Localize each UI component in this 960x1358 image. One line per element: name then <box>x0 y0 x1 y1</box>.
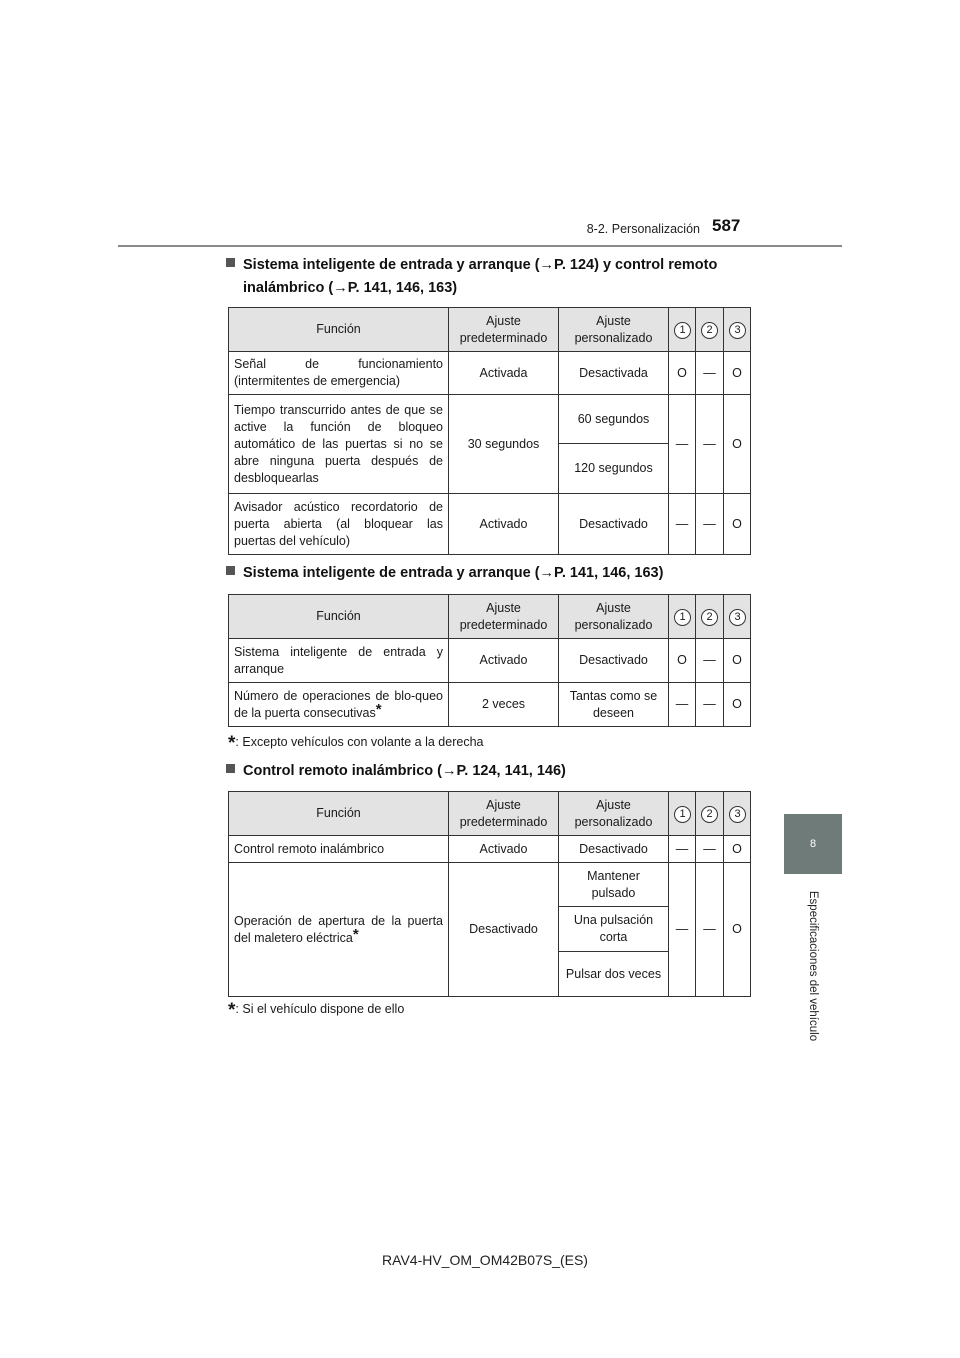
section-heading-wireless-remote: Control remoto inalámbrico (→P. 124, 141, 146) <box>226 760 566 783</box>
circled-number-3-icon: 3 <box>729 322 746 339</box>
circled-number-3-icon: 3 <box>729 609 746 626</box>
document-id: RAV4-HV_OM_OM42B07S_(ES) <box>382 1252 588 1268</box>
table-row: Una pulsación corta <box>229 907 751 952</box>
col-header-function: Función <box>229 308 449 352</box>
col-header-method-3 <box>724 308 751 352</box>
table-row: Tiempo transcurrido antes de que se active la función de bloqueo automático de las puertas si no se abre ninguna puerta después de desbloquearlas 30 segundos 60 segundos — — O <box>229 395 751 444</box>
col-header-default: Ajuste predeterminado <box>449 595 559 639</box>
col-header-method-1 <box>669 308 696 352</box>
col-header-custom: Ajuste personalizado <box>559 792 669 836</box>
table-row: Sistema inteligente de entrada y arranque Activado Desactivado O — O <box>229 639 751 683</box>
page-number: 587 <box>712 216 741 235</box>
col-header-function: Función <box>229 595 449 639</box>
table-row: Número de operaciones de blo-queo de la puerta consecutivas* 2 veces Tantas como se deseen — — O <box>229 683 751 727</box>
circled-number-2-icon: 2 <box>701 609 718 626</box>
table-row: Señal de funcionamiento (intermitentes de emergencia) Activada Desactivada O — O <box>229 352 751 395</box>
chapter-title: Especificaciones del vehículo <box>807 890 819 1042</box>
circled-number-3-icon: 3 <box>729 806 746 823</box>
col-header-default: Ajuste predeterminado <box>449 308 559 352</box>
settings-table-smart-entry-remote <box>228 307 751 555</box>
table-row: Operación de apertura de la puerta del maletero eléctrica* Desactivado Mantener pulsado — — O <box>229 863 751 907</box>
table-row: Avisador acústico recordatorio de puerta abierta (al bloquear las puertas del vehículo) Activado Desactivado — — O <box>229 494 751 555</box>
col-header-custom: Ajuste personalizado <box>559 595 669 639</box>
settings-table-wireless-remote <box>228 791 751 997</box>
circled-number-2-icon: 2 <box>701 322 718 339</box>
col-header-function: Función <box>229 792 449 836</box>
col-header-method-1 <box>669 792 696 836</box>
circled-number-1-icon: 1 <box>674 609 691 626</box>
table-row: Pulsar dos veces <box>229 952 751 997</box>
footnote-asterisk: * <box>352 925 359 943</box>
square-bullet-icon <box>226 764 235 773</box>
square-bullet-icon <box>226 258 235 267</box>
circled-number-1-icon: 1 <box>674 806 691 823</box>
col-header-custom: Ajuste personalizado <box>559 308 669 352</box>
section-heading-smart-entry-remote: Sistema inteligente de entrada y arranque (→P. 124) y control remoto inalámbrico (→P. 141, 146, 163) <box>226 254 717 300</box>
settings-table-smart-entry <box>228 594 751 727</box>
header-divider <box>118 245 842 247</box>
footnote-rhd: *: Excepto vehículos con volante a la derecha <box>228 733 484 754</box>
chapter-tab: 8 <box>784 814 842 874</box>
table-row: 120 segundos <box>229 444 751 494</box>
circled-number-1-icon: 1 <box>674 322 691 339</box>
circled-number-2-icon: 2 <box>701 806 718 823</box>
footnote-asterisk: * <box>375 700 382 718</box>
col-header-method-3 <box>724 792 751 836</box>
square-bullet-icon <box>226 566 235 575</box>
col-header-method-2 <box>696 308 724 352</box>
footnote-if-equipped: *: Si el vehículo dispone de ello <box>228 1000 405 1021</box>
table-row: Control remoto inalámbrico Activado Desactivado — — O <box>229 836 751 863</box>
col-header-method-2 <box>696 792 724 836</box>
col-header-method-1 <box>669 595 696 639</box>
col-header-method-3 <box>724 595 751 639</box>
col-header-method-2 <box>696 595 724 639</box>
section-heading-smart-entry: Sistema inteligente de entrada y arranque (→P. 141, 146, 163) <box>226 562 663 585</box>
section-title: 8-2. Personalización <box>586 222 700 236</box>
col-header-default: Ajuste predeterminado <box>449 792 559 836</box>
